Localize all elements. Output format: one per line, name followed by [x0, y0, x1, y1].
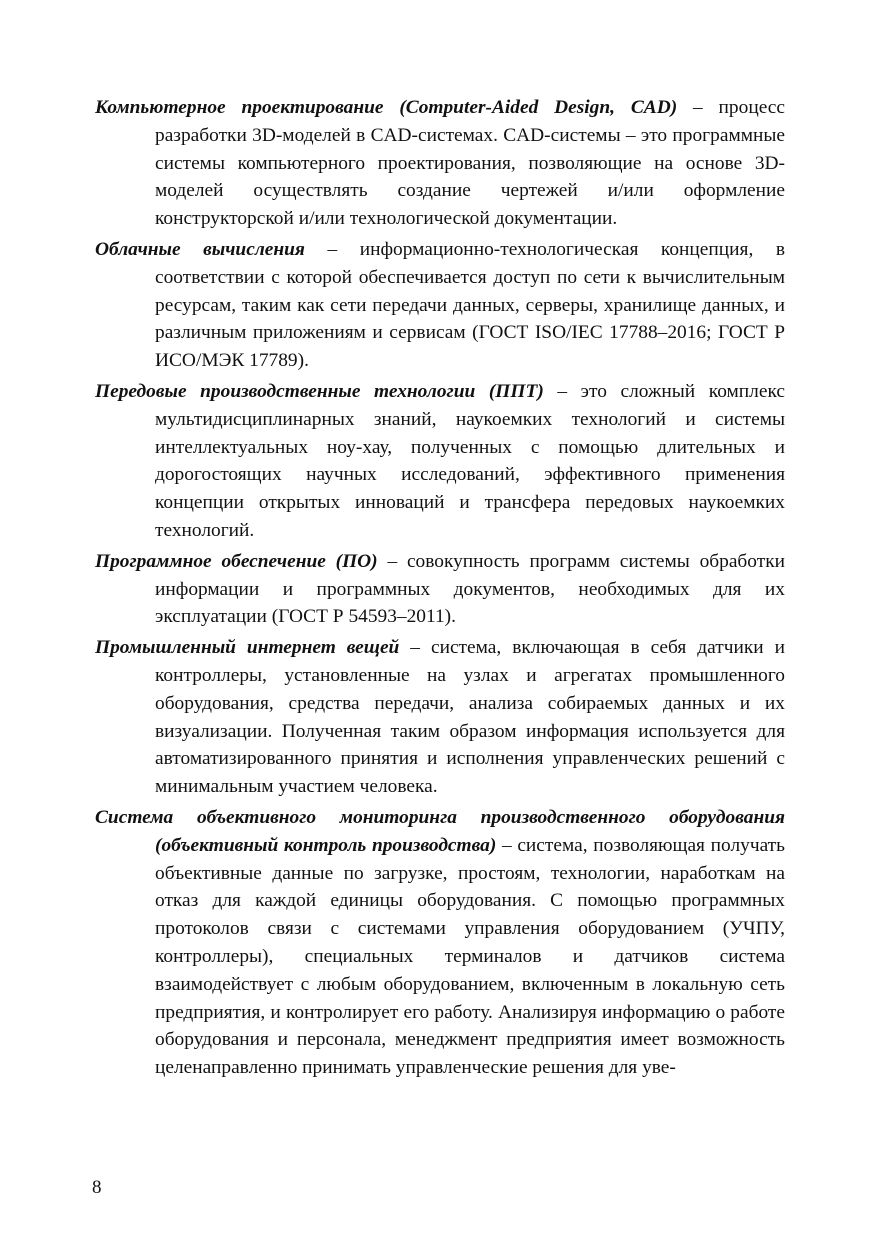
- entry-definition: информационно-технологическая концепция, в соответствии с которой обеспечивается доступ по сети к вычислительным ресурсам, таким как сети передачи данных, серверы, хранилище данных, и различным приложениям и сервисам (ГОСТ ISO/IEC 17788–2016; ГОСТ Р ИСО/МЭК 17789).: [155, 238, 785, 372]
- entry-term: Компьютерное проектирование (Computer-Aided Design, CAD): [95, 97, 678, 118]
- glossary-entry: Система объективного мониторинга производственного оборудования (объективный контроль производства) – система, позволяющая получать объективные данные по загрузке, простоям, технологии, наработкам на отказ для каждой единицы оборудования. С помощью программных протоколов связи с системами управления оборудованием (УЧПУ, контроллеры), специальных терминалов и датчиков система взаимодействует с любым оборудованием, включенным в локальную сеть предприятия, и контролирует его работу. Анализируя информацию о работе оборудования и персонала, менеджмент предприятия имеет возможность целенаправленно принимать управленческие решения для уве-: [95, 806, 786, 1079]
- glossary: [95, 94, 785, 1085]
- entry-term: Передовые производственные технологии (ППТ): [95, 380, 544, 402]
- entry-term: Программное обеспечение (ПО): [95, 550, 378, 572]
- entry-definition: система, включающая в себя датчики и контроллеры, установленные на узлах и агрегатах промышленного оборудования, средства передачи, анализа собираемых данных и их визуализации. Полученная таким образом информация используется для автоматизированного принятия и исполнения управленческих решений с минимальным участием человека.: [155, 637, 785, 798]
- entry-term: Промышленный интернет вещей: [95, 637, 400, 659]
- entry-definition: это сложный комплекс мультидисциплинарных знаний, наукоемких технологий и системы интеллектуальных ноу-хау, полученных с помощью длительных и дорогостоящих научных исследований, эффективного применения концепции открытых инноваций и трансфера передовых наукоемких технологий.: [155, 380, 786, 541]
- glossary-entry: Программное обеспечение (ПО) – совокупность программ системы обработки информации и программных документов, необходимых для их эксплуатации (ГОСТ Р 54593–2011).: [95, 550, 786, 628]
- page-number: 8: [92, 1177, 102, 1198]
- glossary-entry: Промышленный интернет вещей – система, включающая в себя датчики и контроллеры, установленные на узлах и агрегатах промышленного оборудования, средства передачи, анализа собираемых данных и их визуализации. Полученная таким образом информация используется для автоматизированного принятия и исполнения управленческих решений с минимальным участием человека.: [95, 637, 785, 798]
- glossary-entry: Облачные вычисления – информационно-технологическая концепция, в соответствии с которой обеспечивается доступ по сети к вычислительным ресурсам, таким как сети передачи данных, серверы, хранилище данных, и различным приложениям и сервисам (ГОСТ ISO/IEC 17788–2016; ГОСТ Р ИСО/МЭК 17789).: [95, 238, 785, 372]
- entry-definition: система, позволяющая получать объективные данные по загрузке, простоям, технологии, наработкам на отказ для каждой единицы оборудования. С помощью программных протоколов связи с системами управления оборудованием (УЧПУ, контроллеры), специальных терминалов и датчиков система взаимодействует с любым оборудованием, включенным в локальную сеть предприятия, и контролирует его работу. Анализируя информацию о работе оборудования и персонала, менеджмент предприятия имеет возможность целенаправленно принимать управленческие решения для уве-: [155, 834, 786, 1079]
- entry-term: Система объективного мониторинга производственного оборудования (объективный контроль производства): [95, 806, 785, 856]
- glossary-entry: Передовые производственные технологии (ППТ) – это сложный комплекс мультидисциплинарных знаний, наукоемких технологий и системы интеллектуальных ноу-хау, полученных с помощью длительных и дорогостоящих научных исследований, эффективного применения концепции открытых инноваций и трансфера передовых наукоемких технологий.: [95, 380, 786, 541]
- entry-definition: процесс разработки 3D-моделей в CAD-системах. CAD-системы – это программные системы компьютерного проектирования, позволяющие на основе 3D-моделей осуществлять создание чертежей и/или оформление конструкторской и/или технологической документации.: [155, 97, 785, 230]
- glossary-entry: Компьютерное проектирование (Computer-Aided Design, CAD) – процесс разработки 3D-моделей в CAD-системах. CAD-системы – это программные системы компьютерного проектирования, позволяющие на основе 3D-моделей осуществлять создание чертежей и/или оформление конструкторской и/или технологической документации.: [95, 97, 785, 230]
- entry-term: Облачные вычисления: [95, 238, 305, 260]
- entry-definition: совокупность программ системы обработки информации и программных документов, необходимых для их эксплуатации (ГОСТ Р 54593–2011).: [155, 550, 786, 628]
